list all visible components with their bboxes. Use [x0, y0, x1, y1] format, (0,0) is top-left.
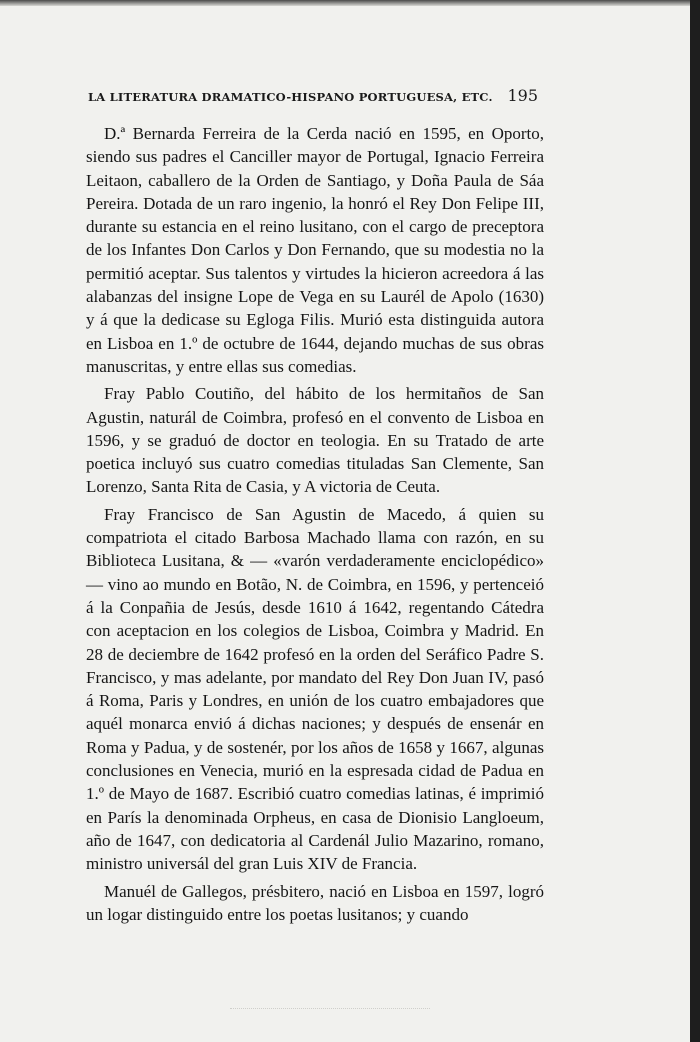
bleed-through-mark [230, 1008, 430, 1015]
paragraph-francisco-macedo: Fray Francisco de San Agustin de Macedo, á quien su compatriota el citado Barbosa Machado llama con razón, en su Biblioteca Lusitana, & — «varón verdaderamente enciclopédico» — vino ao mundo en Botão, N. de Coimbra, en 1596, y pertenceió á la Conpañia de Jesús, desde 1610 á 1642, regentando Cátedra con aceptacion en los colegios de Lisboa, Coimbra y Madrid. En 28 de deciembre de 1642 profesó en la orden del Seráfico Padre S. Francisco, y mas adelante, por mandato del Rey Don Juan IV, pasó á Roma, Paris y Londres, en unión de los cuatro embajadores que aquél monarca envió á dichas naciones; y después de ensenár en Roma y Padua, y de sostenér, por los años de 1658 y 1667, algunas conclusiones en Venecia, murió en la espresada cidad de Padua en 1.º de Mayo de 1687. Escribió cuatro comedias latinas, é imprimió en París la denominada Orpheus, en casa de Dionisio Langloeum, año de 1647, con dedicatoria al Cardenál Julio Mazarino, romano, ministro universál del gran Luis XIV de Francia. [86, 504, 544, 874]
paragraph-pablo-coutino: Fray Pablo Coutiño, del hábito de los hermitaños de San Agustin, naturál de Coimbra, profesó en el convento de Lisboa en 1596, y se graduó de doctor en teologia. En su Tratado de arte poetica incluyó sus cuatro comedias tituladas San Clemente, San Lorenzo, Santa Rita de Casia, y A victoria de Ceuta. [86, 384, 544, 497]
page-top-edge [0, 0, 690, 6]
page-header [88, 86, 540, 108]
running-title: LA LITERATURA DRAMATICO-HISPANO PORTUGUESA, ETC. [88, 90, 493, 104]
page-number: 195 [507, 86, 538, 105]
paragraph-manuel-gallegos: Manuél de Gallegos, présbitero, nació en Lisboa en 1597, logró un logar distinguido entre los poetas lusitanos; y cuando [86, 881, 544, 924]
paragraph-bernarda-ferreira: D.ª Bernarda Ferreira de la Cerda nació en 1595, en Oporto, siendo sus padres el Canciller mayor de Portugal, Ignacio Ferreira Leitaon, caballero de la Orden de Santiago, y Doña Paula de Sáa Pereira. Dotada de un raro ingenio, la honró el Rey Don Felipe III, durante su estancia en el reino lusitano, con el cargo de preceptora de los Infantes Don Carlos y Don Fernando, que su modestia no la permitió aceptar. Sus talentos y virtudes la hicieron acreedora á las alabanzas del insigne Lope de Vega en su Laurél de Apolo (1630) y á que la dedicase su Egloga Filis. Murió esta distinguida autora en Lisboa en 1.º de octubre de 1644, dejando muchas de sus obras manuscritas, y entre ellas sus comedias. [86, 124, 544, 376]
body-text [86, 122, 544, 930]
